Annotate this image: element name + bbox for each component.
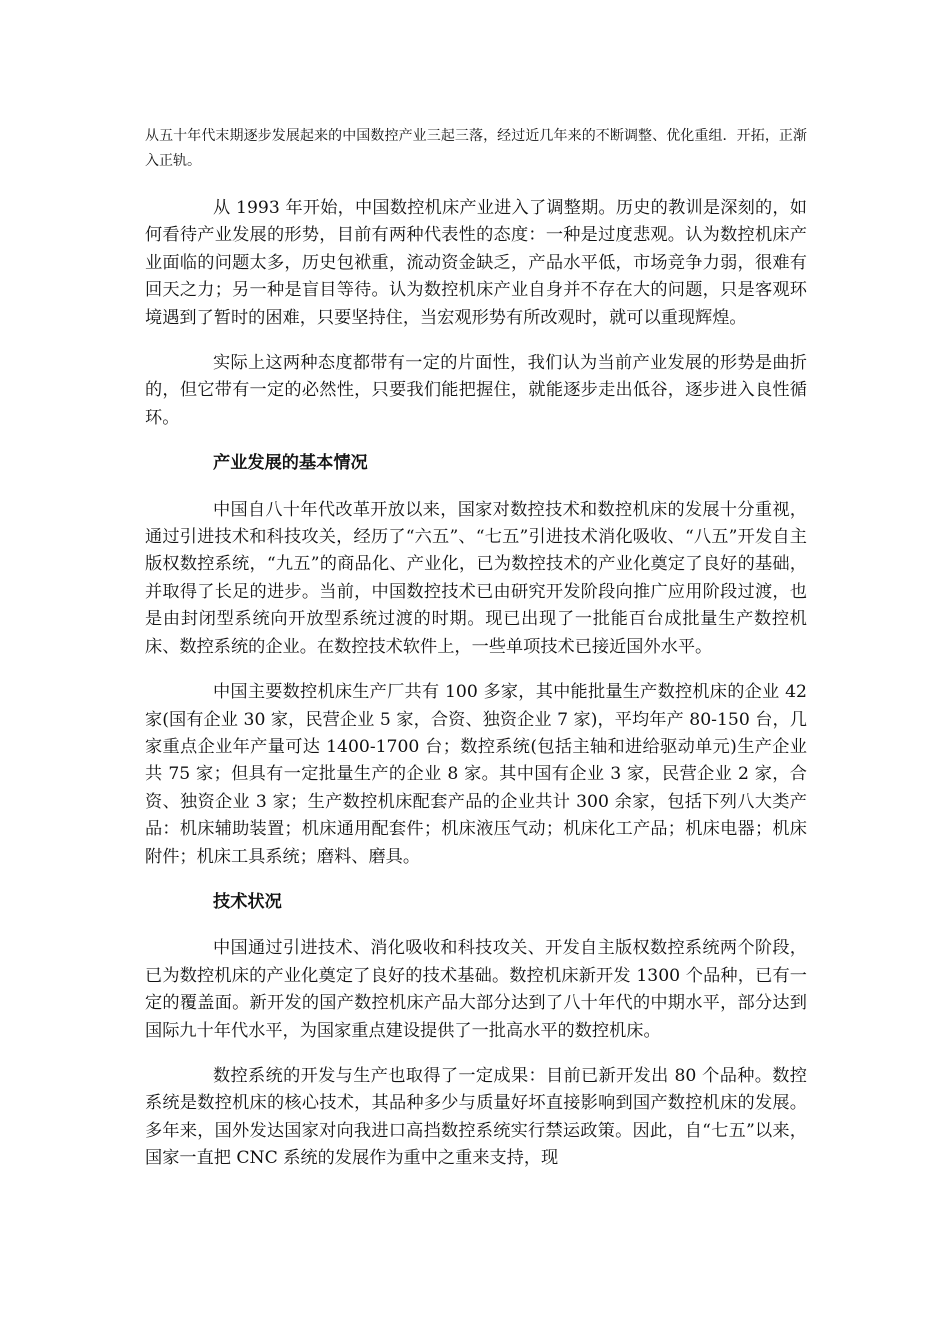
paragraph-two-attitudes: 实际上这两种态度都带有一定的片面性，我们认为当前产业发展的形势是曲折的，但它带有一定的必然性，只要我们能把握住，就能逐步走出低谷，逐步进入良性循环。 (145, 353, 807, 428)
paragraph-cnc-systems: 数控系统的开发与生产也取得了一定成果：目前已新开发出 80 个品种。数控系统是数控机床的核心技术，其品种多少与质量好坏直接影响到国产数控机床的发展。多年来，国外发达国家对向我进口高挡数控系统实行禁运政策。因此，自“七五”以来，国家一直把 CNC 系统的发展作为重中之重来支持，现 (145, 1065, 807, 1169)
paragraph-technology-foundation: 中国通过引进技术、消化吸收和科技攻关、开发自主版权数控系统两个阶段，已为数控机床的产业化奠定了良好的技术基础。数控机床新开发 1300 个品种，已有一定的覆盖面。新开发的国产数控机床产品大部分达到了八十年代的中期水平，部分达到国际九十年代水平，为国家重点建设提供了一批高水平的数控机床。 (145, 938, 807, 1041)
paragraph-manufacturers: 中国主要数控机床生产厂共有 100 多家，其中能批量生产数控机床的企业 42 家(国有企业 30 家，民营企业 5 家，合资、独资企业 7 家)，平均年产 80-150 台，几家重点企业年产量可达 1400-1700 台；数控系统(包括主轴和进给驱动单元)生产企业共 75 家；但具有一定批量生产的企业 8 家。其中国有企业 3 家，民营企业 2 家，合资、独资企业 3 家；生产数控机床配套产品的企业共计 300 余家，包括下列八大类产品：机床辅助装置；机床通用配套件；机床液压气动；机床化工产品；机床电器；机床附件；机床工具系统；磨料、磨具。 (145, 682, 807, 867)
paragraph-adjustment-period: 从 1993 年开始，中国数控机床产业进入了调整期。历史的教训是深刻的，如何看待产业发展的形势，目前有两种代表性的态度：一种是过度悲观。认为数控机床产业面临的问题太多，历史包袱重，流动资金缺乏，产品水平低，市场竞争力弱，很难有回天之力；另一种是盲目等待。认为数控机床产业自身并不存在大的问题，只是客观环境遇到了暂时的困难，只要坚持住，当宏观形势有所改观时，就可以重现辉煌。 (145, 198, 807, 328)
intro-paragraph: 从五十年代末期逐步发展起来的中国数控产业三起三落，经过近几年来的不断调整、优化重组．开拓，正渐入正轨。 (145, 128, 807, 169)
paragraph-reform-history: 中国自八十年代改革开放以来，国家对数控技术和数控机床的发展十分重视，通过引进技术和科技攻关，经历了“六五”、“七五”引进技术消化吸收、“八五”开发自主版权数控系统，“九五”的商品化、产业化，已为数控技术的产业化奠定了良好的基础，并取得了长足的进步。当前，中国数控技术已由研究开发阶段向推广应用阶段过渡，也是由封闭型系统向开放型系统过渡的时期。现已出现了一批能百台成批量生产数控机床、数控系统的企业。在数控技术软件上，一些单项技术已接近国外水平。 (145, 499, 807, 657)
document-page (145, 124, 807, 1191)
section-heading-technology-status: 技术状况 (213, 891, 282, 912)
section-heading-industry-basics: 产业发展的基本情况 (213, 453, 368, 474)
